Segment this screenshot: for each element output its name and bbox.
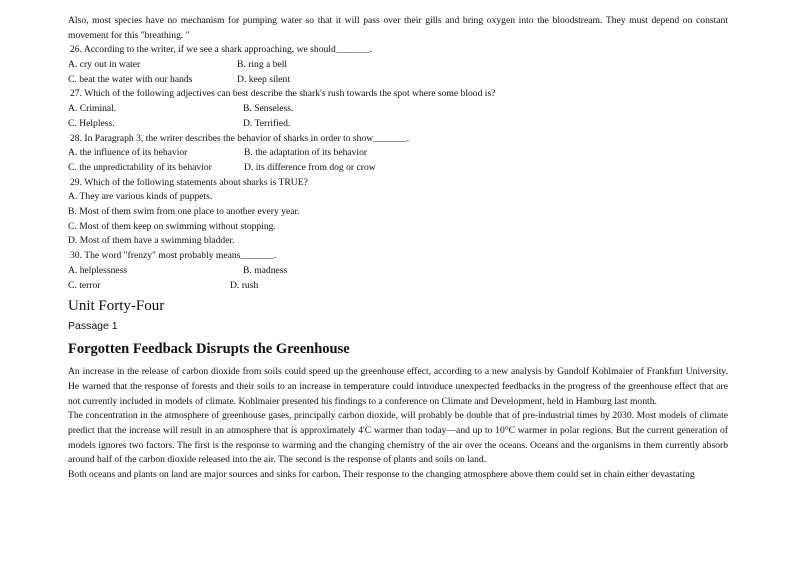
question-28-option-c: C. the unpredictability of its behavior bbox=[68, 161, 212, 173]
article-paragraph-2: The concentration in the atmosphere of greenhouse gases, principally carbon dioxide, will probably be double that of pre-industrial times by 2030. Most models of climate predict that the increase will result in an atmosphere that is approximately 4'C warmer than today—and up to 10°C warmer in polar regions. But the current generation of models ignores two factors. The first is the response to warming and the changing chemistry of the air over the oceans. Oceans and the organisms in them currently absorb around half of the carbon dioxide released into the air. The second is the response of plants and soils on land. bbox=[68, 410, 728, 466]
question-26-options-row-1 bbox=[68, 58, 728, 73]
question-30-option-a: A. helplessness bbox=[68, 264, 128, 276]
question-29-option-d: D. Most of them have a swimming bladder. bbox=[68, 235, 235, 247]
question-26-option-d: D. keep silent bbox=[237, 73, 291, 85]
question-26-options-row-2 bbox=[68, 73, 728, 88]
question-27-stem: 27. Which of the following adjectives can best describe the shark's rush towards the spot where some blood is? bbox=[70, 88, 496, 100]
question-28-options-row-2 bbox=[68, 161, 728, 176]
article-paragraph-3: Both oceans and plants on land are major sources and sinks for carbon. Their response to the changing atmosphere above them could set in chain either devastating bbox=[68, 469, 695, 481]
question-27-option-a: A. Criminal. bbox=[68, 103, 117, 115]
question-27-options-row-1 bbox=[68, 102, 728, 117]
question-30-option-d: D. rush bbox=[230, 279, 259, 291]
unit-title: Unit Forty-Four bbox=[68, 298, 165, 315]
question-29-option-c: C. Most of them keep on swimming without stopping. bbox=[68, 220, 276, 232]
question-29-stem: 29. Which of the following statements about sharks is TRUE? bbox=[70, 176, 308, 188]
question-30-options-row-2 bbox=[68, 279, 728, 294]
question-26-option-a: A. cry out in water bbox=[68, 59, 141, 71]
question-29-option-b: B. Most of them swim from one place to another every year. bbox=[68, 206, 300, 218]
question-30-option-b: B. madness bbox=[243, 264, 288, 276]
question-27-option-c: C. Helpless. bbox=[68, 117, 115, 129]
question-26-option-c: C. beat the water with our hands bbox=[68, 73, 193, 85]
question-30-stem: 30. The word "frenzy" most probably means_______. bbox=[70, 250, 277, 262]
document-page bbox=[68, 14, 728, 483]
article-body bbox=[68, 365, 728, 483]
question-28-option-a: A. the influence of its behavior bbox=[68, 147, 188, 159]
question-26-stem: 26. According to the writer, if we see a shark approaching, we should_______. bbox=[70, 44, 372, 56]
question-26-option-b: B. ring a bell bbox=[237, 59, 288, 71]
question-28-stem: 28. In Paragraph 3, the writer describes the behavior of sharks in order to show_______. bbox=[70, 132, 410, 144]
intro-paragraph: Also, most species have no mechanism for pumping water so that it will pass over their gills and bring oxygen into the bloodstream. They must depend on constant movement for this "breathing. " bbox=[68, 15, 728, 41]
question-27-option-d: D. Terrified. bbox=[243, 117, 291, 129]
question-28-option-b: B. the adaptation of its behavior bbox=[244, 147, 368, 159]
question-27-option-b: B. Senseless. bbox=[243, 103, 294, 115]
question-30-option-c: C. terror bbox=[68, 279, 101, 291]
passage-label: Passage 1 bbox=[68, 320, 118, 333]
question-30-options-row-1 bbox=[68, 264, 728, 279]
question-28-option-d: D. its difference from dog or crow bbox=[244, 161, 376, 173]
article-paragraph-1: An increase in the release of carbon dioxide from soils could speed up the greenhouse effect, according to a new analysis by Gundolf Kohlmaier of Frankfurt University. He warned that the response of forests and their soils to an increase in temperature could introduce unexpected feedbacks in the progress of the greenhouse effect that are not currently included in models of climate. Kohlmaier presented his findings to a conference on Climate and Development, held in Hamburg last month. bbox=[68, 366, 728, 407]
question-29-option-a: A. They are various kinds of puppets. bbox=[68, 191, 213, 203]
question-27-options-row-2 bbox=[68, 117, 728, 132]
question-28-options-row-1 bbox=[68, 146, 728, 161]
article-title: Forgotten Feedback Disrupts the Greenhouse bbox=[68, 341, 350, 358]
